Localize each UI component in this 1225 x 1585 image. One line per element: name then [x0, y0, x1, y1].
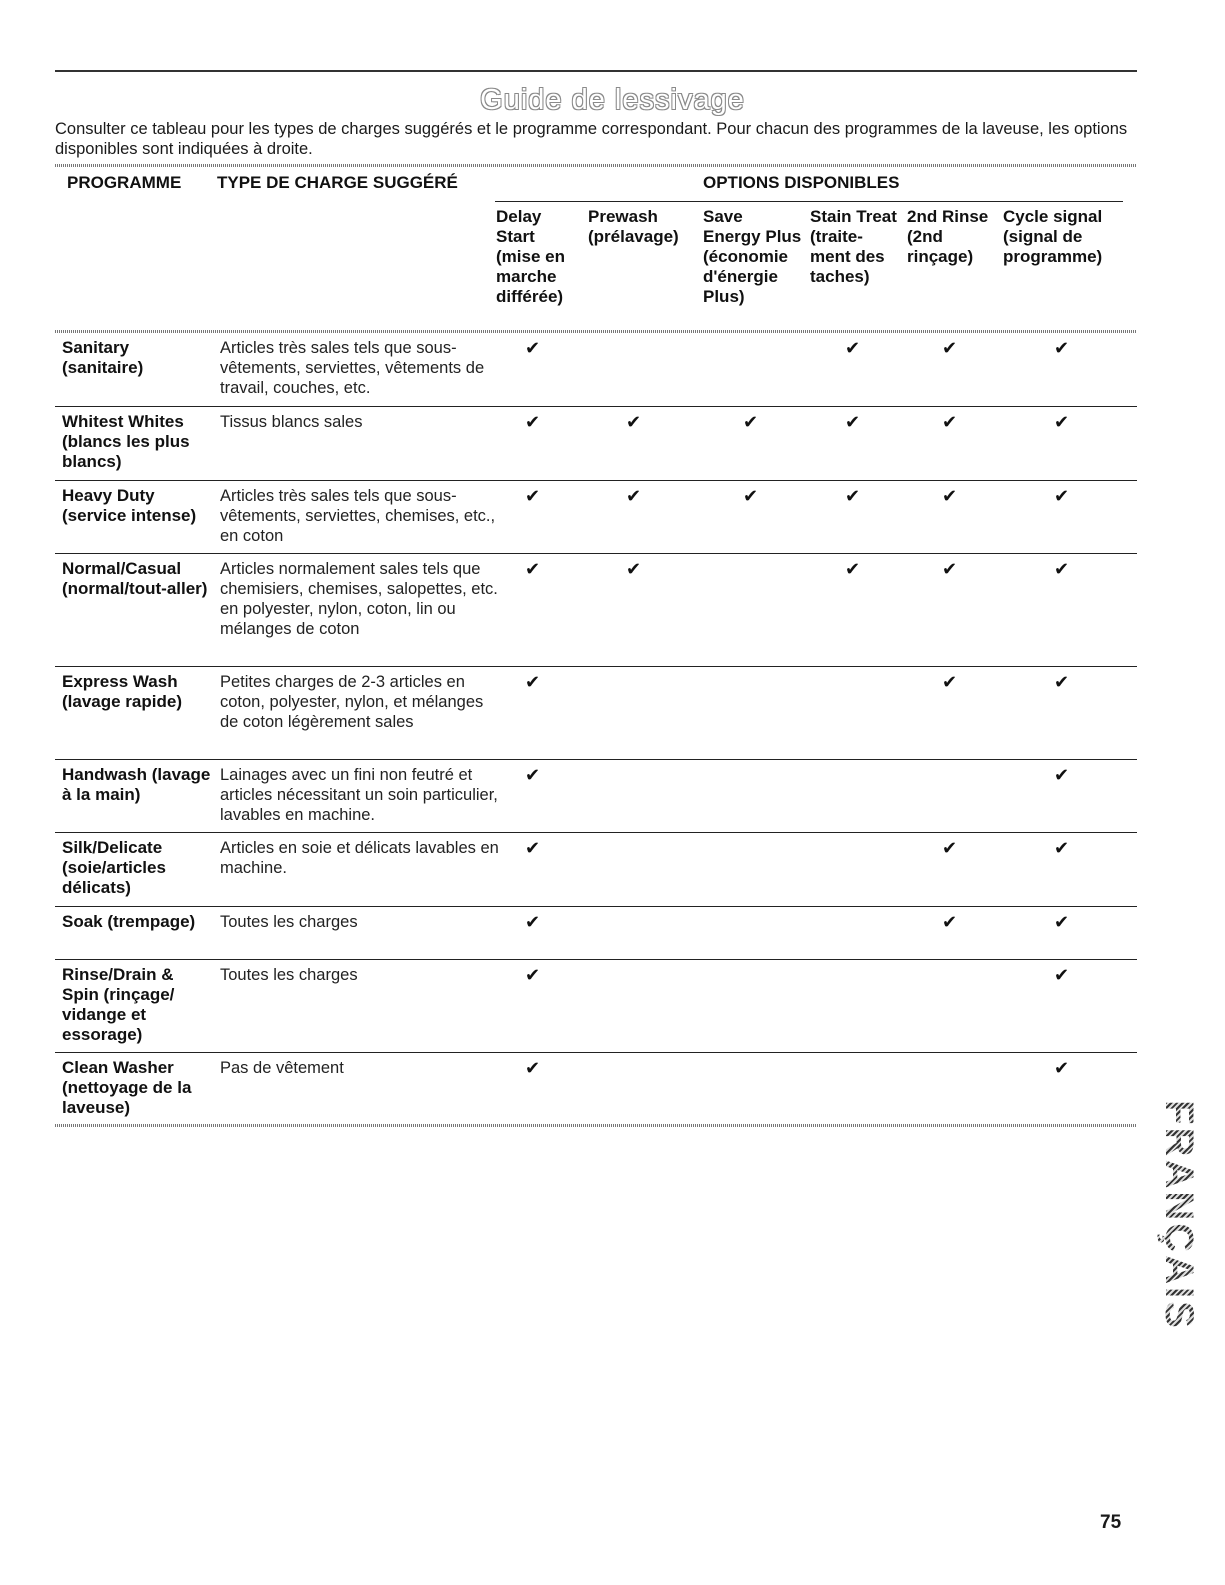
load-type: Petites charges de 2-3 articles en coton, polyester, nylon, et mélanges de coton légèrement sales: [220, 673, 484, 731]
check-icon: ✔: [1054, 338, 1070, 358]
check-icon: ✔: [1054, 412, 1070, 432]
page-number: 75: [1100, 1512, 1122, 1533]
check-icon: ✔: [626, 486, 642, 506]
intro-text: Consulter ce tableau pour les types de charges suggérés et le programme correspondant. Pour chacun des programmes de la laveuse, les options disponibles sont indiquées à droite.: [55, 120, 1128, 158]
header-load-type: TYPE DE CHARGE SUGGÉRÉ: [217, 173, 458, 192]
check-icon: ✔: [1054, 1058, 1070, 1078]
program-name: Soak (trempage): [62, 912, 196, 931]
check-icon: ✔: [942, 412, 958, 432]
check-icon: ✔: [525, 1058, 541, 1078]
side-tab-label: FRANÇAIS: [1156, 1099, 1201, 1331]
load-type: Toutes les charges: [220, 966, 358, 984]
option-stain-treat: Stain Treat (traite- ment des taches): [810, 207, 897, 286]
check-icon: ✔: [942, 672, 958, 692]
row-divider: [55, 759, 1137, 760]
check-icon: ✔: [845, 412, 861, 432]
program-name: Express Wash (lavage rapide): [62, 672, 182, 711]
header-program: PROGRAMME: [67, 173, 182, 192]
load-type: Articles très sales tels que sous-vêtements, serviettes, vêtements de travail, couches, etc.: [220, 339, 485, 397]
option-prewash: Prewash (prélavage): [588, 207, 679, 246]
program-name: Handwash (lavage à la main): [62, 765, 211, 804]
check-icon: ✔: [743, 486, 759, 506]
program-name: Whitest Whites (blancs les plus blancs): [62, 412, 190, 471]
load-type: Lainages avec un fini non feutré et articles nécessitant un soin particulier, lavables en machine.: [220, 766, 498, 824]
check-icon: ✔: [743, 412, 759, 432]
top-rule: [55, 70, 1137, 72]
option-cycle-signal: Cycle signal (signal de programme): [1003, 207, 1103, 266]
option-delay-start: Delay Start (mise en marche différée): [496, 207, 565, 306]
row-divider: [55, 666, 1137, 667]
load-type: Pas de vêtement: [220, 1059, 344, 1077]
check-icon: ✔: [525, 965, 541, 985]
check-icon: ✔: [1054, 912, 1070, 932]
row-divider: [55, 906, 1137, 907]
check-icon: ✔: [525, 338, 541, 358]
load-type: Toutes les charges: [220, 913, 358, 931]
check-icon: ✔: [845, 486, 861, 506]
check-icon: ✔: [1054, 486, 1070, 506]
program-name: Silk/Delicate (soie/articles délicats): [62, 838, 166, 897]
check-icon: ✔: [942, 338, 958, 358]
check-icon: ✔: [525, 838, 541, 858]
load-type: Articles en soie et délicats lavables en machine.: [220, 839, 499, 877]
row-divider: [55, 553, 1137, 554]
check-icon: ✔: [942, 838, 958, 858]
check-icon: ✔: [942, 559, 958, 579]
check-icon: ✔: [525, 412, 541, 432]
options-header-rule: [495, 201, 1123, 202]
program-name: Normal/Casual (normal/tout-aller): [62, 559, 208, 598]
check-icon: ✔: [1054, 672, 1070, 692]
check-icon: ✔: [525, 912, 541, 932]
check-icon: ✔: [1054, 965, 1070, 985]
header-bottom-divider: [55, 330, 1137, 333]
check-icon: ✔: [525, 672, 541, 692]
row-divider: [55, 406, 1137, 407]
load-type: Tissus blancs sales: [220, 413, 363, 431]
check-icon: ✔: [525, 559, 541, 579]
check-icon: ✔: [845, 338, 861, 358]
check-icon: ✔: [626, 559, 642, 579]
check-icon: ✔: [942, 486, 958, 506]
check-icon: ✔: [1054, 559, 1070, 579]
load-type: Articles normalement sales tels que chemisiers, chemises, salopettes, etc. en polyester, nylon, coton, lin ou mélanges de coton: [220, 560, 498, 638]
check-icon: ✔: [1054, 765, 1070, 785]
header-top-divider: [55, 164, 1137, 167]
check-icon: ✔: [845, 559, 861, 579]
load-type: Articles très sales tels que sous-vêtements, serviettes, chemises, etc., en coton: [220, 487, 496, 545]
row-divider: [55, 480, 1137, 481]
option-2nd-rinse: 2nd Rinse (2nd rinçage): [907, 207, 989, 266]
program-name: Rinse/Drain & Spin (rinçage/ vidange et essorage): [62, 965, 175, 1044]
check-icon: ✔: [626, 412, 642, 432]
page-title: Guide de lessivage: [480, 84, 745, 116]
program-name: Clean Washer (nettoyage de la laveuse): [62, 1058, 192, 1117]
check-icon: ✔: [942, 912, 958, 932]
header-options: OPTIONS DISPONIBLES: [703, 173, 900, 192]
row-divider: [55, 959, 1137, 960]
check-icon: ✔: [1054, 838, 1070, 858]
option-save-energy-plus: Save Energy Plus (économie d'énergie Plus): [703, 207, 802, 306]
check-icon: ✔: [525, 765, 541, 785]
row-divider: [55, 832, 1137, 833]
program-name: Heavy Duty (service intense): [62, 486, 197, 525]
table-bottom-divider: [55, 1124, 1137, 1127]
program-name: Sanitary (sanitaire): [62, 338, 144, 377]
check-icon: ✔: [525, 486, 541, 506]
language-side-tab: [1148, 1085, 1208, 1345]
row-divider: [55, 1052, 1137, 1053]
